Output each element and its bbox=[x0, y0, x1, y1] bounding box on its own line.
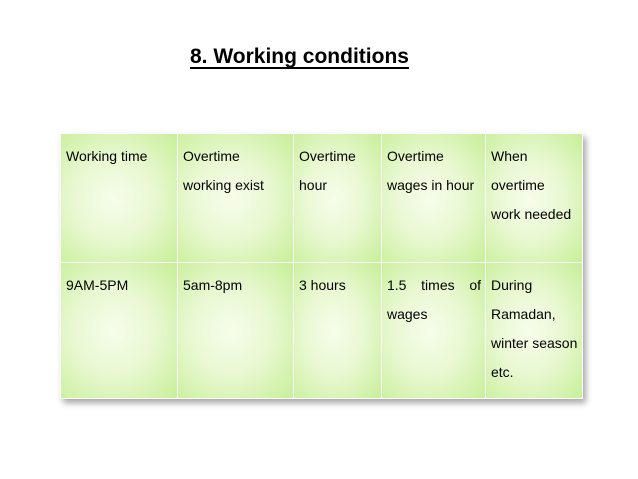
cell-overtime-hour: 3 hours bbox=[294, 263, 382, 399]
cell-working-time: 9AM-5PM bbox=[61, 263, 178, 399]
header-cell-when-overtime-needed: When overtime work needed bbox=[486, 134, 583, 263]
header-cell-working-time: Working time bbox=[61, 134, 178, 263]
cell-overtime-wages: 1.5 times of wages bbox=[382, 263, 486, 399]
header-cell-overtime-hour: Overtime hour bbox=[294, 134, 382, 263]
header-row bbox=[61, 134, 583, 263]
cell-when-overtime-needed: During Ramadan, winter season etc. bbox=[486, 263, 583, 399]
cell-overtime-working-exist: 5am-8pm bbox=[178, 263, 294, 399]
header-cell-overtime-wages: Overtime wages in hour bbox=[382, 134, 486, 263]
slide-title: 8. Working conditions bbox=[190, 45, 409, 68]
header-cell-overtime-working-exist: Overtime working exist bbox=[178, 134, 294, 263]
working-conditions-table bbox=[60, 133, 583, 399]
table-row bbox=[61, 263, 583, 399]
